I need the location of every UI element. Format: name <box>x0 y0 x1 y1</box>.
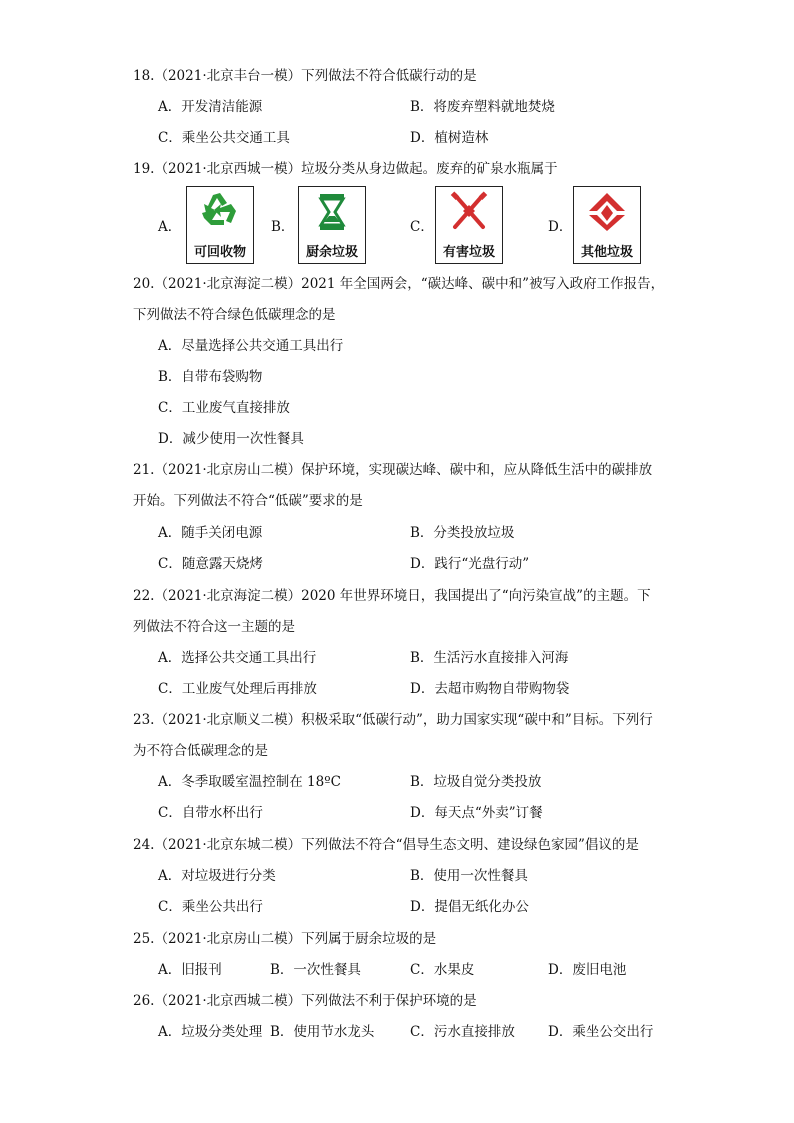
question-23-stem-line1: 23.（2021·北京顺义二模）积极采取“低碳行动”，助力国家实现“碳中和”目标。下列行 <box>133 712 653 728</box>
question-24-option-c: C．乘坐公共出行 <box>158 899 263 915</box>
question-21-option-b: B．分类投放垃圾 <box>410 525 515 541</box>
question-19-option-b: B． <box>271 219 295 235</box>
question-20-stem-line2: 下列做法不符合绿色低碳理念的是 <box>133 307 336 323</box>
question-24-option-a: A．对垃圾进行分类 <box>158 868 276 884</box>
question-21-option-d: D．践行“光盘行动” <box>410 556 530 572</box>
icon-label-hazardous-waste: 有害垃圾 <box>442 245 495 260</box>
kitchen-waste-sign <box>298 186 366 264</box>
question-18-stem: 18.（2021·北京丰台一模）下列做法不符合低碳行动的是 <box>133 68 477 84</box>
question-20-option-d: D．减少使用一次性餐具 <box>158 431 304 447</box>
question-18-option-b: B．将废弃塑料就地焚烧 <box>410 99 555 115</box>
question-21-option-a: A．随手关闭电源 <box>158 525 263 541</box>
other-waste-icon <box>583 191 631 233</box>
question-25-option-b: B．一次性餐具 <box>270 962 361 978</box>
question-19-option-c: C． <box>410 219 434 235</box>
question-19-option-d: D． <box>548 219 573 235</box>
question-25-option-a: A．旧报刊 <box>158 962 222 978</box>
hazardous-waste-sign <box>435 186 503 264</box>
question-20-option-b: B．自带布袋购物 <box>158 369 263 385</box>
question-23-option-d: D．每天点“外卖”订餐 <box>410 805 543 821</box>
question-18-option-c: C．乘坐公共交通工具 <box>158 130 290 146</box>
question-26-option-a: A．垃圾分类处理 <box>158 1024 263 1040</box>
hazardous-waste-icon <box>445 191 493 233</box>
question-18-option-a: A．开发清洁能源 <box>158 99 263 115</box>
recycle-icon <box>196 191 244 233</box>
question-24-option-d: D．提倡无纸化办公 <box>410 899 529 915</box>
question-18-option-d: D．植树造林 <box>410 130 489 146</box>
question-25-option-c: C．水果皮 <box>410 962 475 978</box>
question-24-stem: 24.（2021·北京东城二模）下列做法不符合“倡导生态文明、建设绿色家园”倡议的是 <box>133 837 639 853</box>
question-25-stem: 25.（2021·北京房山二模）下列属于厨余垃圾的是 <box>133 931 437 947</box>
question-24-option-b: B．使用一次性餐具 <box>410 868 528 884</box>
question-22-stem-line2: 列做法不符合这一主题的是 <box>133 619 295 635</box>
question-26-option-c: C．污水直接排放 <box>410 1024 515 1040</box>
question-22-stem-line1: 22.（2021·北京海淀二模）2020 年世界环境日，我国提出了“向污染宣战”的主题。下 <box>133 588 651 604</box>
question-23-stem-line2: 为不符合低碳理念的是 <box>133 743 268 759</box>
question-25-option-d: D．废旧电池 <box>548 962 627 978</box>
question-22-option-c: C．工业废气处理后再排放 <box>158 681 317 697</box>
icon-label-kitchen-waste: 厨余垃圾 <box>305 245 358 260</box>
kitchen-waste-icon <box>308 191 356 233</box>
question-21-option-c: C．随意露天烧烤 <box>158 556 263 572</box>
other-waste-sign <box>573 186 641 264</box>
recycle-sign <box>186 186 254 264</box>
question-22-option-b: B．生活污水直接排入河海 <box>410 650 569 666</box>
question-21-stem-line2: 开始。下列做法不符合“低碳”要求的是 <box>133 493 363 509</box>
icon-label-other-waste: 其他垃圾 <box>580 245 633 260</box>
icon-label-recyclable: 可回收物 <box>193 245 246 260</box>
question-23-option-a: A．冬季取暖室温控制在 18ºC <box>158 774 341 790</box>
question-26-stem: 26.（2021·北京西城二模）下列做法不利于保护环境的是 <box>133 993 477 1009</box>
question-26-option-d: D．乘坐公交出行 <box>548 1024 654 1040</box>
question-22-option-a: A．选择公共交通工具出行 <box>158 650 317 666</box>
question-22-option-d: D．去超市购物自带购物袋 <box>410 681 570 697</box>
question-21-stem-line1: 21.（2021·北京房山二模）保护环境，实现碳达峰、碳中和，应从降低生活中的碳排放 <box>133 462 653 478</box>
question-20-option-a: A．尽量选择公共交通工具出行 <box>158 338 344 354</box>
question-23-option-c: C．自带水杯出行 <box>158 805 263 821</box>
question-19-option-a: A． <box>158 219 182 235</box>
question-26-option-b: B．使用节水龙头 <box>270 1024 375 1040</box>
question-20-stem-line1: 20.（2021·北京海淀二模）2021 年全国两会，“碳达峰、碳中和”被写入政府工作报告， <box>133 276 665 292</box>
question-23-option-b: B．垃圾自觉分类投放 <box>410 774 542 790</box>
question-20-option-c: C．工业废气直接排放 <box>158 400 290 416</box>
question-19-stem: 19.（2021·北京西城一模）垃圾分类从身边做起。废弃的矿泉水瓶属于 <box>133 161 558 177</box>
